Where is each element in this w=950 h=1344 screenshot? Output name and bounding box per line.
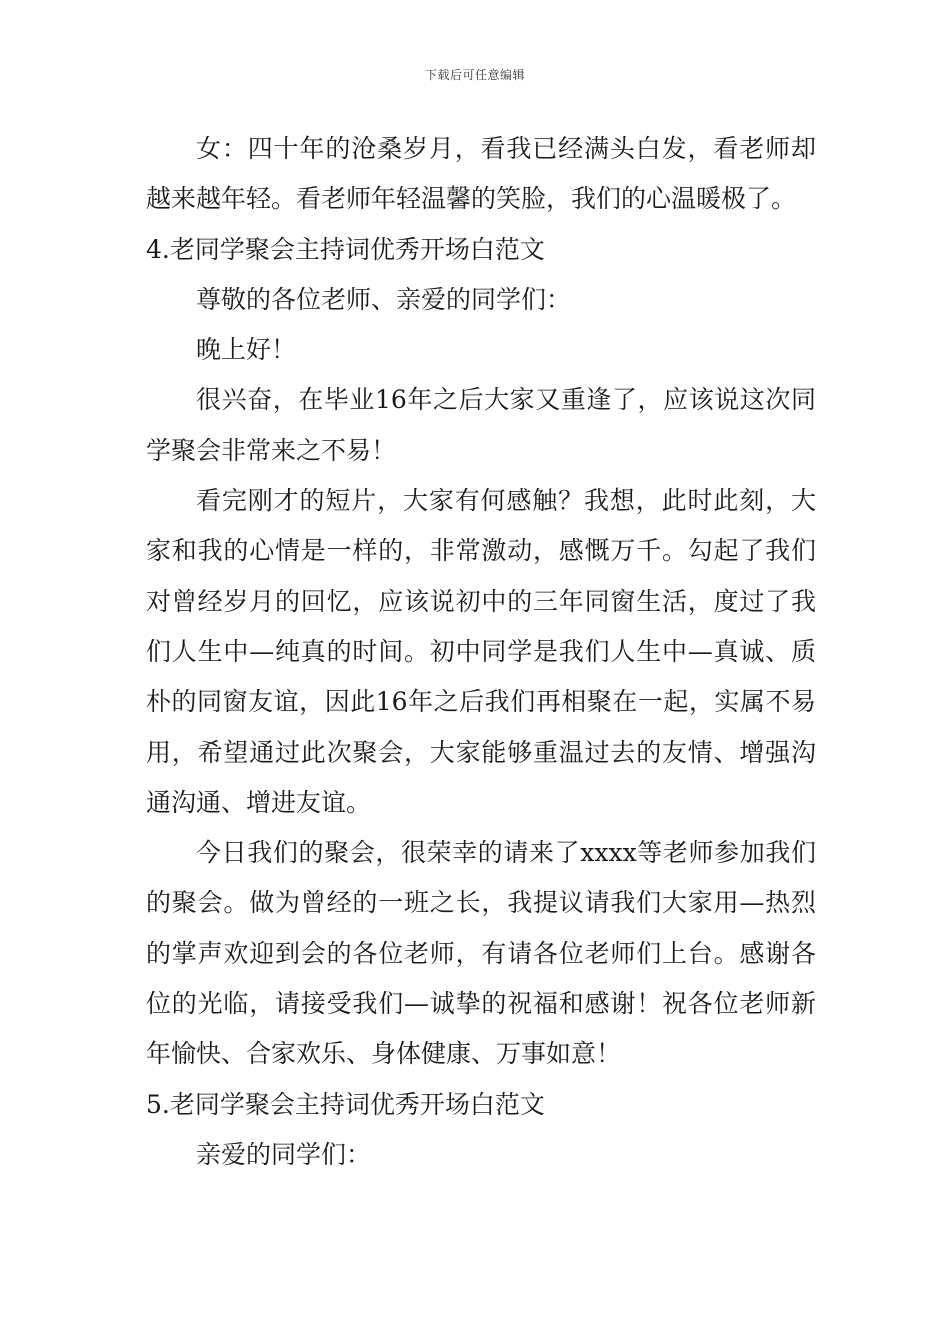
memories-paragraph: 看完刚才的短片，大家有何感触？我想，此时此刻，大家和我的心情是一样的，非常激动，感慨万千。勾起了我们对曾经岁月的回忆，应该说初中的三年同窗生活，度过了我们人生中—纯真的时间。初中同学是我们人生中—真诚、质朴的同窗友谊，因此16年之后我们再相聚在一起，实属不易用，希望通过此次聚会，大家能够重温过去的友情、增强沟通沟通、增进友谊。 <box>146 486 816 817</box>
reunion-paragraph: 很兴奋，在毕业16年之后大家又重逢了，应该说这次同学聚会非常来之不易！ <box>146 385 816 465</box>
greeting-paragraph: 晚上好！ <box>196 335 297 365</box>
section-heading-4: 4.老同学聚会主持词优秀开场白范文 <box>146 234 545 264</box>
paragraph-female-speech: 女：四十年的沧桑岁月，看我已经满头白发，看老师却越来越年轻。看老师年轻温馨的笑脸，我们的心温暖极了。 <box>146 134 816 214</box>
teachers-welcome-paragraph: 今日我们的聚会，很荣幸的请来了xxxx等老师参加我们的聚会。做为曾经的一班之长，我提议请我们大家用—热烈的掌声欢迎到会的各位老师，有请各位老师们上台。感谢各位的光临，请接受我们—诚挚的祝福和感谢！祝各位老师新年愉快、合家欢乐、身体健康、万事如意！ <box>146 838 816 1069</box>
section-heading-5: 5.老同学聚会主持词优秀开场白范文 <box>146 1089 545 1119</box>
salutation-paragraph: 尊敬的各位老师、亲爱的同学们： <box>196 284 572 314</box>
closing-salutation-paragraph: 亲爱的同学们： <box>196 1139 372 1169</box>
page-header-note: 下载后可任意编辑 <box>424 68 525 82</box>
document-body <box>146 124 816 1180</box>
